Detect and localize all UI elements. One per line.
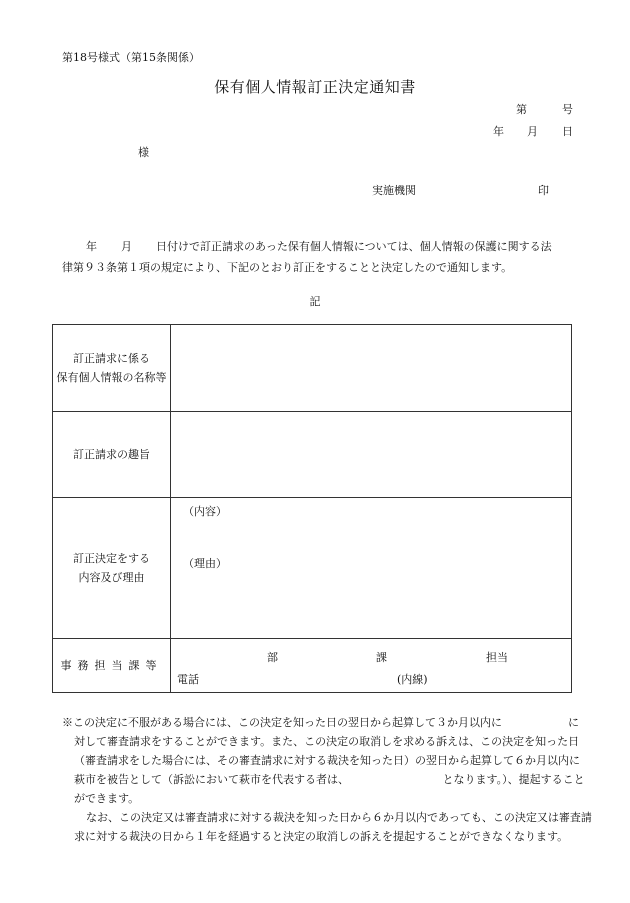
note-line-1 <box>62 713 579 732</box>
body-line1-text: 日付けで訂正請求のあった保有個人情報については、個人情報の保護に関する法 <box>156 240 552 253</box>
row3-label-line2: 内容及び理由 <box>78 571 145 584</box>
decision-table <box>52 324 572 693</box>
seal-mark: 印 <box>538 184 549 197</box>
riyuu-label: （理由） <box>183 557 227 570</box>
naiyou-label: （内容） <box>183 505 227 518</box>
table-row <box>53 498 572 639</box>
table-row <box>53 412 572 498</box>
date-year: 年 <box>493 125 504 138</box>
row1-label-line2: 保有個人情報の名称等 <box>56 371 167 384</box>
body-year: 年 <box>86 240 97 253</box>
note-line-5: ができます。 <box>74 792 140 805</box>
table-row <box>53 325 572 412</box>
row2-label: 訂正請求の趣旨 <box>53 412 171 498</box>
row4-label: 事務担当課等 <box>53 639 171 693</box>
row3-label-line1: 訂正決定をする <box>73 552 150 565</box>
page-title: 保有個人情報訂正決定通知書 <box>214 78 416 96</box>
number-go: 号 <box>562 103 573 116</box>
row4-content[interactable] <box>171 639 572 693</box>
note-mark: ※ <box>62 716 73 729</box>
form-number: 第18号様式（第15条関係） <box>62 51 200 64</box>
row3-content[interactable] <box>171 498 572 639</box>
body-month: 月 <box>121 240 132 253</box>
date-day: 日 <box>562 125 573 138</box>
note-line-7: 求に対する裁決の日から１年を経過すると決定の取消しの訴えを提起することができなくなります。 <box>74 830 569 843</box>
body-line-2: 律第９３条第１項の規定により、下記のとおり訂正をすることと決定したので通知します。 <box>62 261 513 274</box>
row2-content[interactable] <box>171 412 572 498</box>
ka-label: 課 <box>376 651 387 664</box>
number-dai: 第 <box>516 103 527 116</box>
row3-label <box>53 498 171 639</box>
row1-label <box>53 325 171 412</box>
row1-label-line1: 訂正請求に係る <box>73 352 150 365</box>
note-line-4: 萩市を被告として（訴訟において萩市を代表する者は、 となります。）、提起すること <box>74 773 585 786</box>
ki-heading: 記 <box>309 295 321 308</box>
note-line-3: （審査請求をした場合には、その審査請求に対する裁決を知った日）の翌日から起算して６か月以内に <box>74 754 580 767</box>
body-line-1 <box>86 238 552 254</box>
denwa-label: 電話 <box>177 673 199 686</box>
addressee-suffix: 様 <box>138 146 149 159</box>
tantou-label: 担当 <box>486 651 508 664</box>
note-line1-text: この決定に不服がある場合には、この決定を知った日の翌日から起算して３か月以内に に <box>73 716 579 729</box>
date-month: 月 <box>527 125 538 138</box>
note-line-6: なお、この決定又は審査請求に対する裁決を知った日から６か月以内であっても、この決定又は審査請 <box>86 811 592 824</box>
agency-label: 実施機関 <box>372 184 416 197</box>
row1-content[interactable] <box>171 325 572 412</box>
table-row <box>53 639 572 693</box>
naisen-label: (内線) <box>397 673 428 686</box>
note-line-2: 対して審査請求をすることができます。また、この決定の取消しを求める訴えは、この決定を知った日 <box>74 735 580 748</box>
bu-label: 部 <box>267 651 278 664</box>
